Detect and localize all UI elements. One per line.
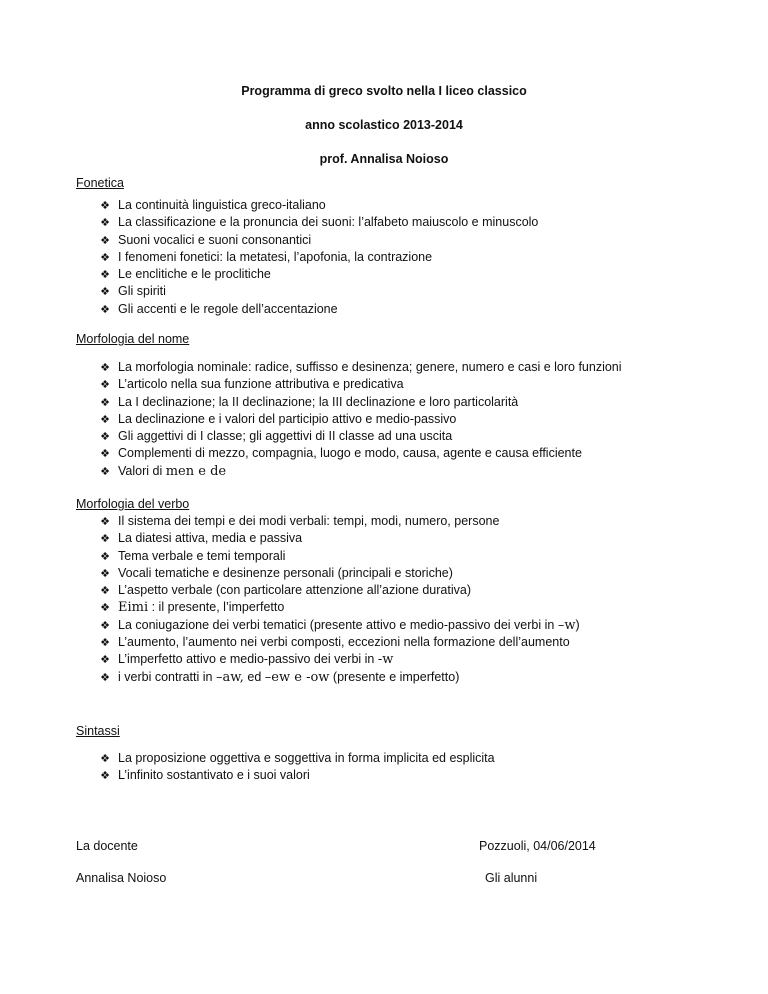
document-title: Programma di greco svolto nella I liceo classico	[241, 84, 527, 98]
list-item: ❖ Le enclitiche e le proclitiche	[98, 266, 538, 283]
section-heading-sintassi: Sintassi	[76, 724, 120, 738]
diamond-bullet-icon: ❖	[100, 653, 110, 667]
diamond-bullet-icon: ❖	[100, 378, 110, 392]
list-item: ❖ Complementi di mezzo, compagnia, luogo e modo, causa, agente e causa efficiente	[98, 445, 622, 462]
docente-label: La docente	[76, 839, 138, 853]
diamond-bullet-icon: ❖	[100, 412, 110, 426]
diamond-bullet-icon: ❖	[100, 566, 110, 580]
section-heading-morfologia-nome: Morfologia del nome	[76, 332, 190, 346]
list-item: ❖ I fenomeni fonetici: la metatesi, l’apofonia, la contrazione	[98, 249, 538, 266]
teacher-name: prof. Annalisa Noioso	[319, 152, 449, 166]
diamond-bullet-icon: ❖	[100, 752, 110, 765]
diamond-bullet-icon: ❖	[100, 670, 110, 684]
diamond-bullet-icon: ❖	[100, 601, 110, 615]
diamond-bullet-icon: ❖	[100, 584, 110, 598]
list-item: ❖ L’aspetto verbale (con particolare attenzione all’azione durativa)	[98, 582, 580, 599]
list-item: ❖ Eimi : il presente, l’imperfetto	[98, 599, 580, 616]
list-item: ❖ L’infinito sostantivato e i suoi valori	[98, 767, 495, 784]
list-item: ❖ La classificazione e la pronuncia dei suoni: l’alfabeto maiuscolo e minuscolo	[98, 214, 538, 231]
alunni-label: Gli alunni	[485, 871, 538, 885]
list-item: ❖ i verbi contratti in –aw, ed –ew e -ow (presente e imperfetto)	[98, 669, 580, 686]
list-item: ❖ L’imperfetto attivo e medio-passivo dei verbi in -w	[98, 651, 580, 668]
diamond-bullet-icon: ❖	[100, 447, 110, 461]
fonetica-list	[98, 197, 538, 318]
list-item: ❖ Suoni vocalici e suoni consonantici	[98, 232, 538, 249]
section-heading-morfologia-verbo: Morfologia del verbo	[76, 497, 190, 511]
morfologia-nome-list	[98, 359, 622, 480]
greek-text: –aw,	[215, 669, 244, 685]
list-item: ❖ Gli aggettivi di I classe; gli aggettivi di II classe ad una uscita	[98, 428, 622, 445]
list-item: ❖ Gli spiriti	[98, 283, 538, 300]
section-heading-fonetica: Fonetica	[76, 176, 124, 190]
diamond-bullet-icon: ❖	[100, 549, 110, 563]
diamond-bullet-icon: ❖	[100, 361, 110, 374]
greek-text: –ew e -ow	[264, 669, 330, 685]
list-item: ❖ L’aumento, l’aumento nei verbi composti, eccezioni nella formazione dell’aumento	[98, 634, 580, 651]
list-item: ❖ La declinazione e i valori del participio attivo e medio-passivo	[98, 411, 622, 428]
diamond-bullet-icon: ❖	[100, 216, 110, 230]
greek-text: Eimi	[118, 600, 149, 616]
diamond-bullet-icon: ❖	[100, 302, 110, 316]
diamond-bullet-icon: ❖	[100, 430, 110, 444]
list-item: ❖ La coniugazione dei verbi tematici (presente attivo e medio-passivo dei verbi in –w)	[98, 617, 580, 634]
diamond-bullet-icon: ❖	[100, 199, 110, 212]
sintassi-list	[98, 750, 495, 785]
list-item: ❖ Il sistema dei tempi e dei modi verbali: tempi, modi, numero, persone	[98, 513, 580, 530]
list-item: ❖ Gli accenti e le regole dell’accentazione	[98, 301, 538, 318]
greek-text: men e de	[165, 463, 227, 479]
school-year: anno scolastico 2013-2014	[305, 118, 463, 132]
diamond-bullet-icon: ❖	[100, 636, 110, 650]
list-item: ❖ La morfologia nominale: radice, suffisso e desinenza; genere, numero e casi e loro funzioni	[98, 359, 622, 376]
diamond-bullet-icon: ❖	[100, 268, 110, 282]
diamond-bullet-icon: ❖	[100, 769, 110, 783]
diamond-bullet-icon: ❖	[100, 233, 110, 247]
diamond-bullet-icon: ❖	[100, 618, 110, 632]
diamond-bullet-icon: ❖	[100, 285, 110, 299]
diamond-bullet-icon: ❖	[100, 395, 110, 409]
greek-text: –w	[557, 617, 576, 633]
list-item: ❖ L’articolo nella sua funzione attributiva e predicativa	[98, 376, 622, 393]
list-item: ❖ La diatesi attiva, media e passiva	[98, 530, 580, 547]
diamond-bullet-icon: ❖	[100, 515, 110, 528]
list-item: ❖ Tema verbale e temi temporali	[98, 548, 580, 565]
list-item: ❖ La continuità linguistica greco-italiano	[98, 197, 538, 214]
morfologia-verbo-list	[98, 513, 580, 686]
list-item: ❖ La I declinazione; la II declinazione; la III declinazione e loro particolarità	[98, 394, 622, 411]
place-date: Pozzuoli, 04/06/2014	[479, 839, 596, 853]
list-item: ❖ Valori di men e de	[98, 463, 622, 480]
list-item: ❖ La proposizione oggettiva e soggettiva in forma implicita ed esplicita	[98, 750, 495, 767]
greek-text: -w	[377, 652, 394, 668]
diamond-bullet-icon: ❖	[100, 250, 110, 264]
list-item: ❖ Vocali tematiche e desinenze personali (principali e storiche)	[98, 565, 580, 582]
docente-name: Annalisa Noioso	[76, 871, 167, 885]
diamond-bullet-icon: ❖	[100, 532, 110, 546]
diamond-bullet-icon: ❖	[100, 464, 110, 478]
